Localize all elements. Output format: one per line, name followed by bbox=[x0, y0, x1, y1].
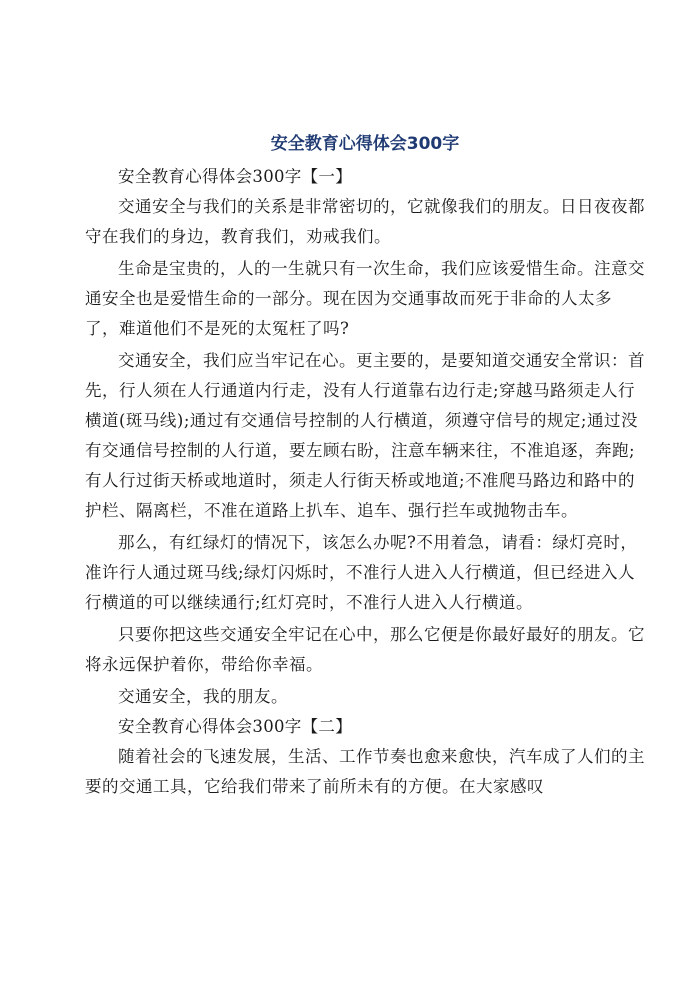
section-heading: 安全教育心得体会300字【二】 bbox=[118, 717, 352, 736]
body-paragraph: 只要你把这些交通安全牢记在心中，那么它便是你最好最好的朋友。它将永远保护着你，带给你幸福。 bbox=[85, 625, 645, 674]
body-paragraph: 生命是宝贵的，人的一生就只有一次生命，我们应该爱惜生命。注意交通安全也是爱惜生命的一部分。现在因为交通事故而死于非命的人太多了，难道他们不是死的太冤枉了吗? bbox=[85, 259, 645, 338]
section-heading: 安全教育心得体会300字【一】 bbox=[118, 167, 352, 186]
body-paragraph: 交通安全与我们的关系是非常密切的，它就像我们的朋友。日日夜夜都守在我们的身边，教育我们，劝戒我们。 bbox=[85, 197, 645, 246]
section-one bbox=[85, 162, 645, 712]
document-page bbox=[85, 132, 645, 802]
document-title: 安全教育心得体会300字 bbox=[270, 134, 460, 154]
section-two bbox=[85, 712, 645, 802]
body-paragraph: 交通安全，我们应当牢记在心。更主要的，是要知道交通安全常识：首先，行人须在人行通道内行走，没有人行道靠右边行走;穿越马路须走人行横道(斑马线);通过有交通信号控制的人行横道，须遵守信号的规定;通过没有交通信号控制的人行道，要左顾右盼，注意车辆来往，不准追逐，奔跑;有人行过街天桥或地道时，须走人行街天桥或地道;不准爬马路边和路中的护栏、隔离栏，不准在道路上扒车、追车、强行拦车或抛物击车。 bbox=[85, 351, 645, 520]
body-paragraph: 交通安全，我的朋友。 bbox=[118, 687, 288, 706]
body-paragraph: 那么，有红绿灯的情况下，该怎么办呢?不用着急，请看：绿灯亮时，准许行人通过斑马线;绿灯闪烁时，不准行人进入人行横道，但已经进入人行横道的可以继续通行;红灯亮时，不准行人进入人行横道。 bbox=[85, 533, 638, 612]
body-paragraph: 随着社会的飞速发展，生活、工作节奏也愈来愈快，汽车成了人们的主要的交通工具，它给我们带来了前所未有的方便。在大家感叹 bbox=[85, 747, 645, 796]
